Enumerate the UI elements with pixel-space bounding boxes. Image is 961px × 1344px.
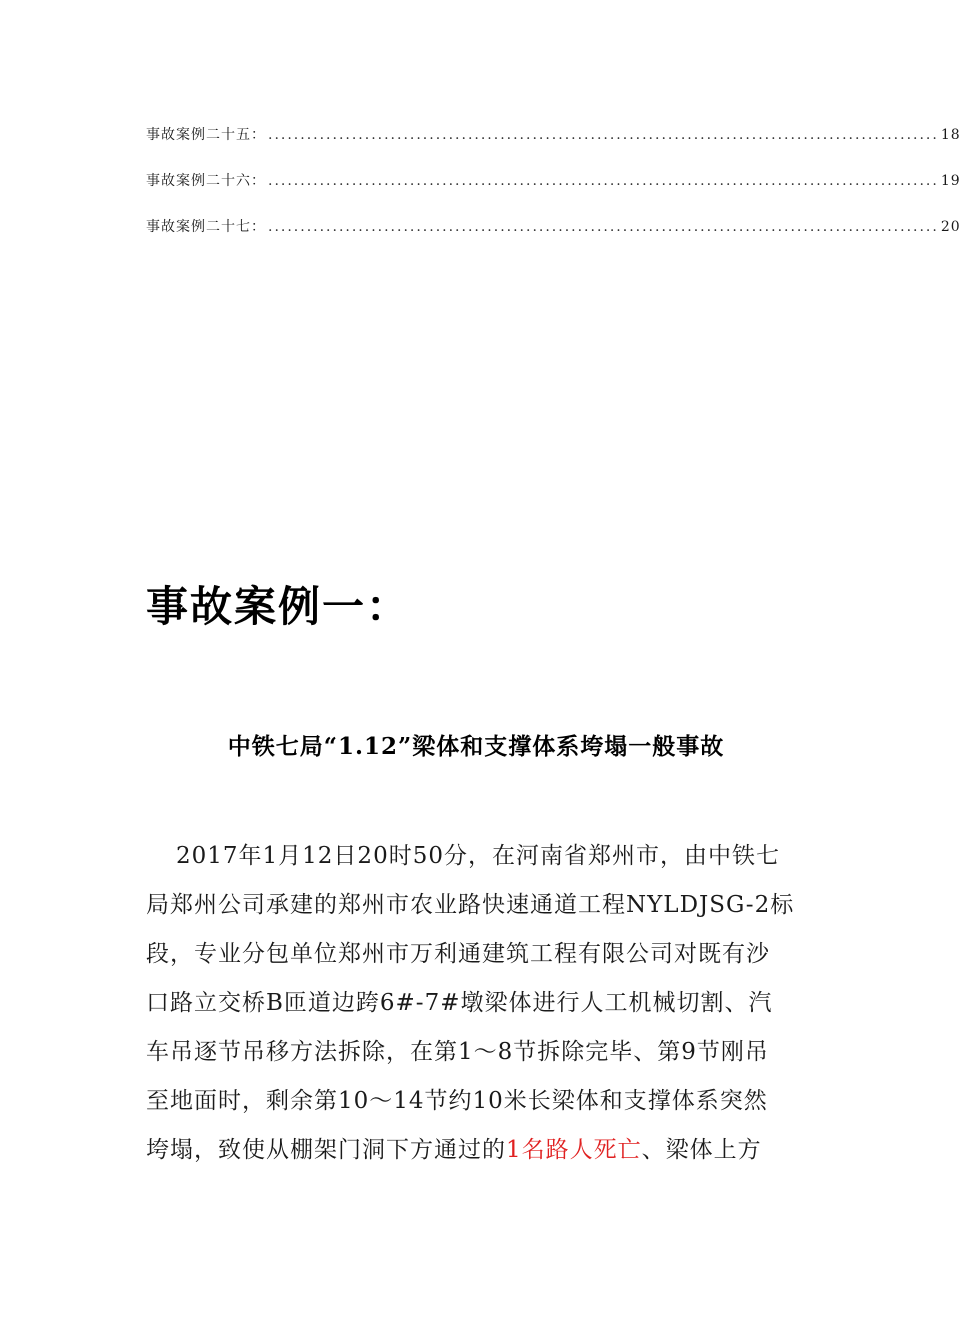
toc-entry[interactable]	[146, 170, 961, 216]
body-line: 局郑州公司承建的郑州市农业路快速通道工程NYLDJSG-2标	[146, 892, 795, 918]
body-line-last	[146, 1126, 810, 1175]
highlighted-casualty-text: 1名路人死亡	[506, 1137, 642, 1163]
body-line: 段，专业分包单位郑州市万利通建筑工程有限公司对既有沙	[146, 941, 770, 967]
case-subtitle: 中铁七局“1.12”梁体和支撑体系垮塌一般事故	[227, 733, 725, 760]
table-of-contents	[146, 124, 961, 262]
toc-entry[interactable]	[146, 216, 961, 262]
toc-leader-dots: ........................................................................................................	[268, 173, 939, 189]
toc-entry-label: 事故案例二十七：	[146, 219, 266, 235]
toc-page-number: 19	[940, 173, 961, 189]
toc-leader-dots: ........................................................................................................	[268, 127, 939, 143]
body-line: 口路立交桥B匝道边跨6#-7#墩梁体进行人工机械切割、汽	[146, 990, 773, 1016]
case-heading: 事故案例一：	[146, 582, 411, 631]
toc-leader-dots: ........................................................................................................	[268, 219, 939, 235]
toc-entry-label: 事故案例二十五：	[146, 127, 266, 143]
body-text-segment: 、梁体上方	[641, 1137, 762, 1163]
toc-entry-label: 事故案例二十六：	[146, 173, 266, 189]
toc-entry[interactable]	[146, 124, 961, 170]
body-line: 至地面时，剩余第10～14节约10米长梁体和支撑体系突然	[146, 1088, 768, 1114]
case-body	[146, 832, 810, 1175]
body-line: 车吊逐节吊移方法拆除，在第1～8节拆除完毕、第9节刚吊	[146, 1039, 769, 1065]
body-text-segment: 垮塌，致使从棚架门洞下方通过的	[146, 1137, 506, 1163]
toc-page-number: 18	[940, 127, 961, 143]
toc-page-number: 20	[940, 219, 961, 235]
body-line: 2017年1月12日20时50分，在河南省郑州市，由中铁七	[176, 843, 780, 869]
